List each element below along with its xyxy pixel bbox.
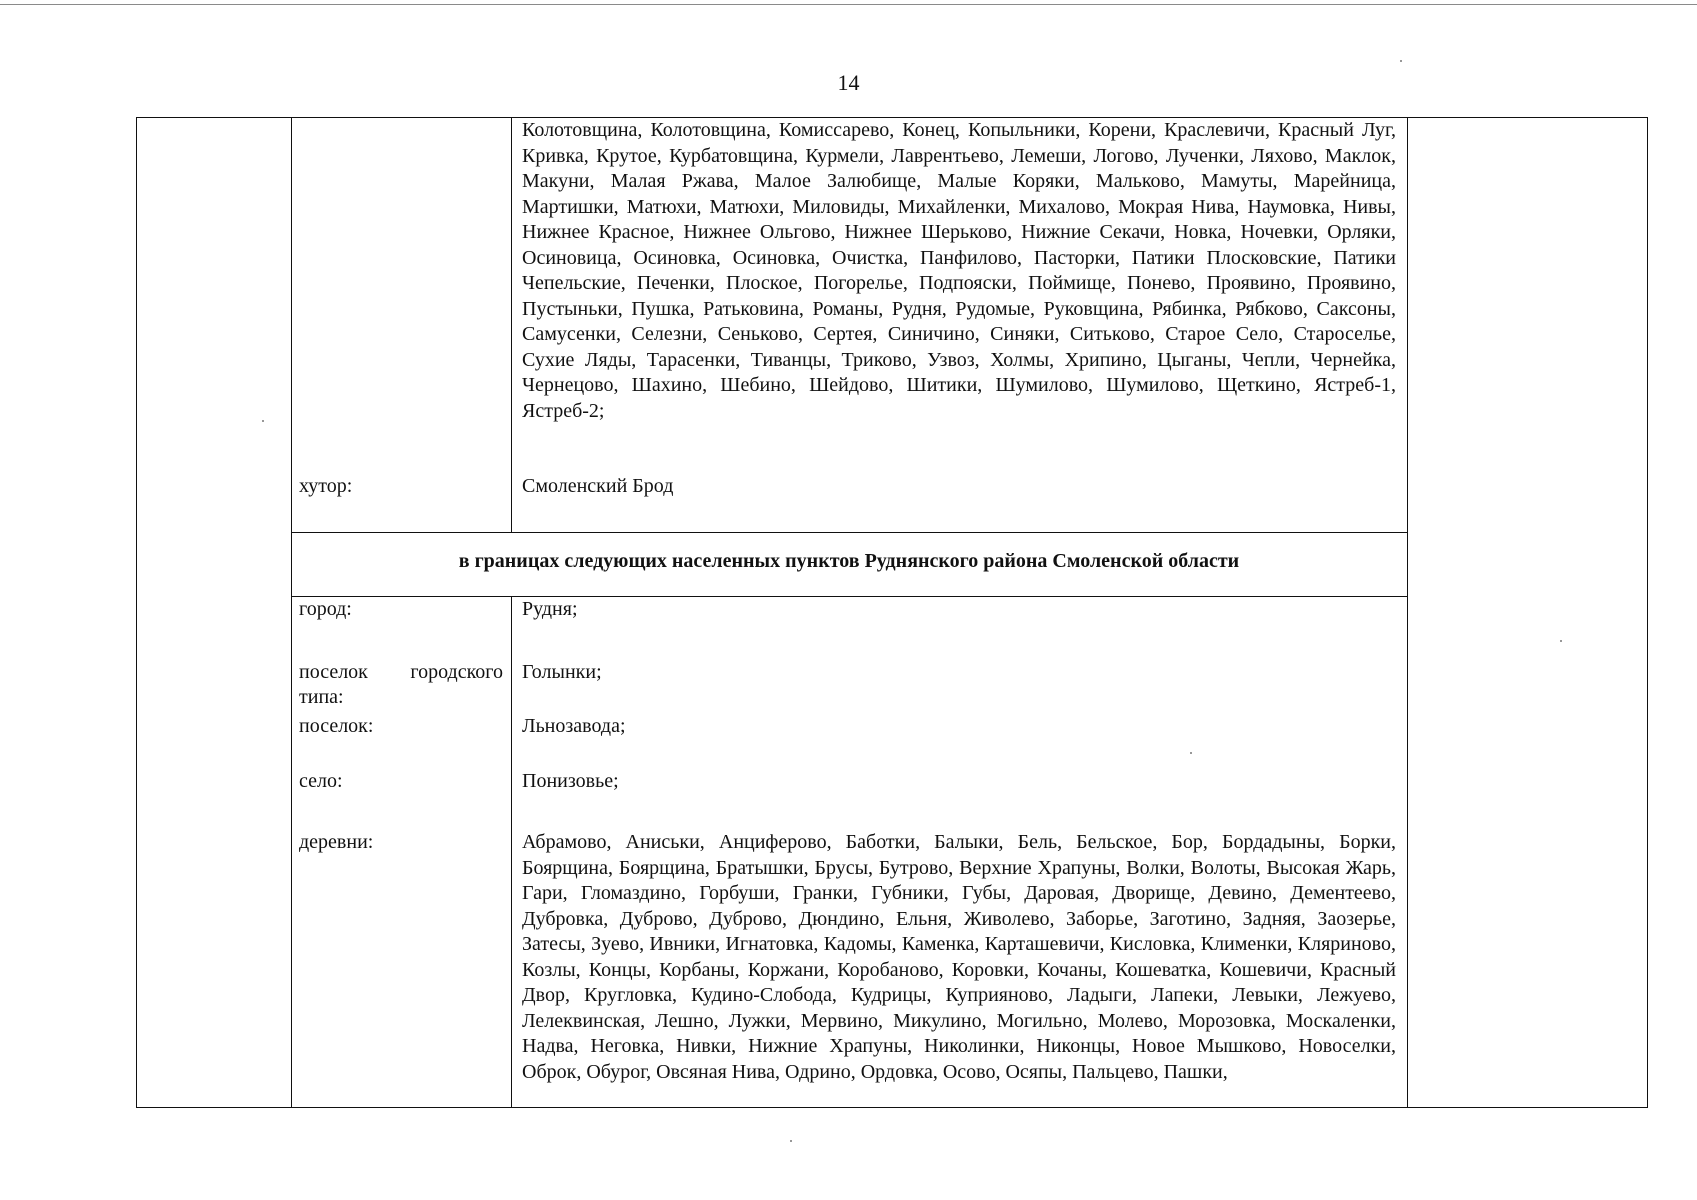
row-label-urban-settlement: поселок городского типа: xyxy=(299,661,503,708)
row-label-settlement: поселок: xyxy=(299,715,374,737)
row-label-village: село: xyxy=(299,770,343,792)
column-divider xyxy=(511,118,512,532)
scan-speck xyxy=(1400,60,1402,62)
khutor-label: хутор: xyxy=(299,475,353,497)
row-value-village: Понизовье; xyxy=(522,770,619,792)
row-value-settlement: Льнозавода; xyxy=(522,715,626,737)
scan-speck xyxy=(1560,640,1562,642)
row-divider xyxy=(291,532,1407,533)
villages-list-continued: Колотовщина, Колотовщина, Комиссарево, Конец, Копыльники, Корени, Краслевичи, Красный Луг, Кривка, Крутое, Курбатовщина, Курмели, Лаврентьево, Лемеши, Логово, Лученки, Ляхово, Маклок, Макуни, Малая Ржава, Малое Залюбище, Малые Коряки, Мальково, Мамуты, Марейница, Мартишки, Матюхи, Матюхи, Миловиды, Михайленки, Михалово, Мокрая Нива, Наумовка, Нивы, Нижнее Красное, Нижнее Ольгово, Нижнее Шерьково, Нижние Секачи, Новка, Ночевки, Орляки, Осиновица, Осиновка, Осиновка, Очистка, Панфилово, Пасторки, Патики Плосковские, Патики Чепельские, Печенки, Плоское, Погорелье, Подпояски, Поймище, Понево, Проявино, Проявино, Пустыньки, Пушка, Ратьковина, Романы, Рудня, Рудомые, Руковщина, Рябинка, Рябково, Саксоны, Самусенки, Селезни, Сеньково, Сертея, Синичино, Синяки, Ситьково, Старое Село, Староселье, Сухие Ляды, Тарасенки, Тиванцы, Триково, Узвоз, Холмы, Хрипино, Цыганы, Чепли, Чернейка, Чернецово, Шахино, Шебино, Шейдово, Шитики, Шумилово, Шумилово, Щеткино, Ястреб-1, Ястреб-2; xyxy=(522,119,1396,422)
scan-border-line xyxy=(0,4,1697,5)
row-label-hamlets: деревни: xyxy=(299,831,374,853)
column-divider xyxy=(511,596,512,1107)
row-value-urban-settlement: Голынки; xyxy=(522,661,602,683)
row-value-hamlets: Абрамово, Аниськи, Анциферово, Баботки, Балыки, Бель, Бельское, Бор, Бордадыны, Борки, Боярщина, Боярщина, Братышки, Брусы, Бутрово, Верхние Храпуны, Волки, Волоты, Высокая Жарь, Гари, Гломаздино, Горбуши, Гранки, Губники, Губы, Даровая, Дворище, Девино, Дементеево, Дубровка, Дуброво, Дуброво, Дюндино, Ельня, Живолево, Заборье, Заготино, Задняя, Заозерье, Затесы, Зуево, Ивники, Игнатовка, Кадомы, Каменка, Карташевичи, Кисловка, Клименки, Кляриново, Козлы, Концы, Корбаны, Коржани, Коробаново, Коровки, Кочаны, Кошеватка, Кошевичи, Красный Двор, Кругловка, Кудино-Слобода, Кудрицы, Куприяново, Ладыги, Лапеки, Левыки, Лежуево, Лелеквинская, Лешно, Лужки, Мервино, Микулино, Могильно, Молево, Морозовка, Москаленки, Надва, Неговка, Нивки, Нижние Храпуны, Николинки, Никонцы, Новое Мышково, Новоселки, Оброк, Обурог, Овсяная Нива, Одрино, Ордовка, Осово, Осяпы, Пальцево, Пашки, xyxy=(522,831,1396,1083)
scan-speck xyxy=(262,420,264,422)
scan-speck xyxy=(790,1140,792,1142)
column-divider xyxy=(291,118,292,1107)
settlements-table xyxy=(136,117,1648,1108)
section-heading: в границах следующих населенных пунктов Руднянского района Смоленской области xyxy=(458,550,1240,572)
page-number: 14 xyxy=(837,70,860,95)
column-divider xyxy=(1407,118,1408,1107)
row-value-city: Рудня; xyxy=(522,598,578,620)
scan-speck xyxy=(1190,752,1192,754)
khutor-value: Смоленский Брод xyxy=(522,475,674,497)
row-label-city: город: xyxy=(299,598,352,620)
